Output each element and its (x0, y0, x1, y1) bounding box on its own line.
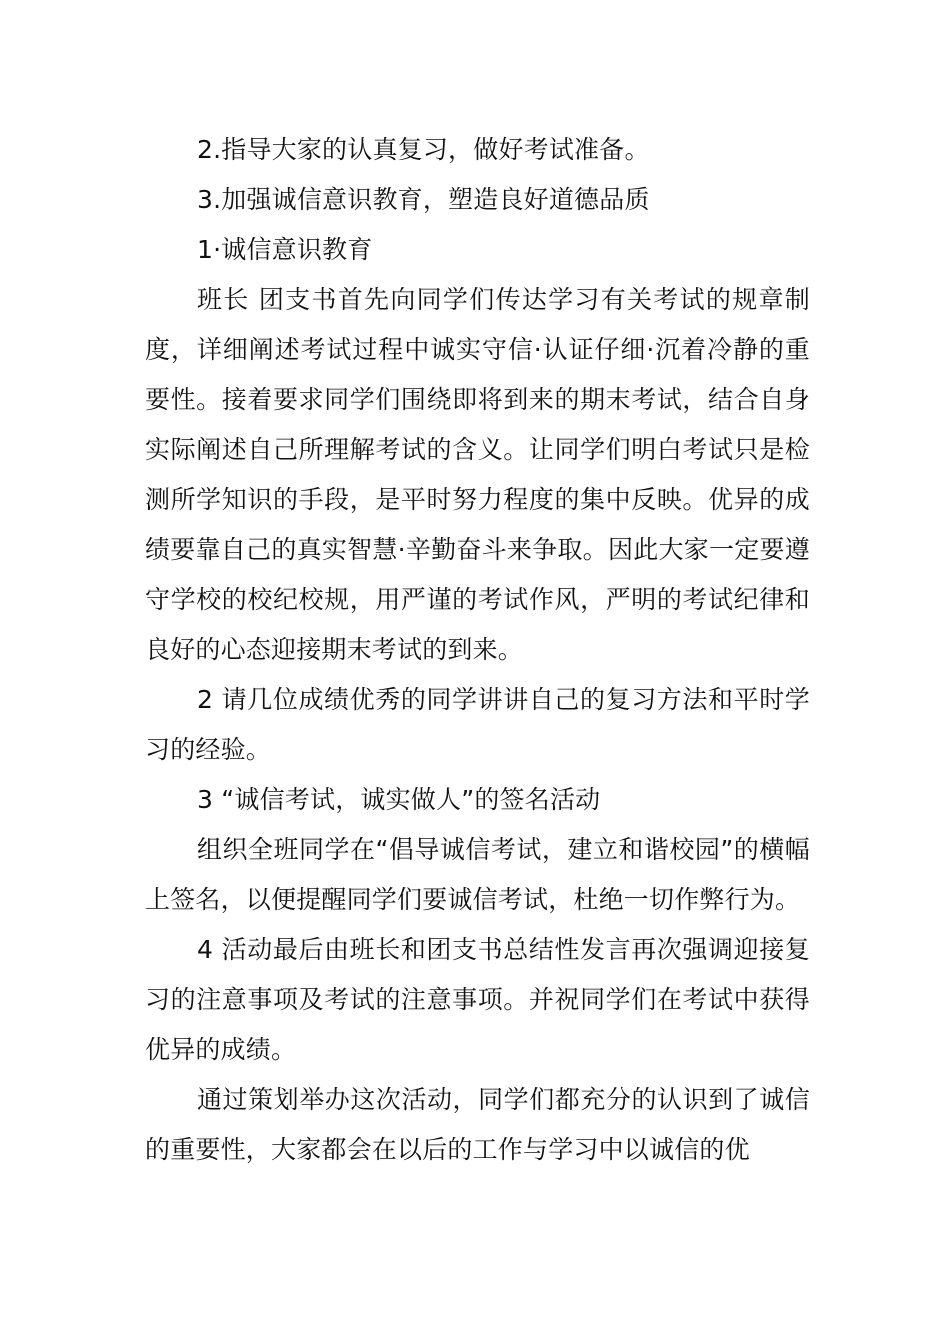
paragraph-monitor-speech: 班长 团支书首先向同学们传达学习有关考试的规章制度，详细阐述考试过程中诚实守信·认证仔细·沉着冷静的重要性。接着要求同学们围绕即将到来的期末考试，结合自身实际阐述自己所理解考试的含义。让同学们明白考试只是检测所学知识的手段，是平时努力程度的集中反映。优异的成绩要靠自己的真实智慧·辛勤奋斗来争取。因此大家一定要遵守学校的校纪校规，用严谨的考试作风，严明的考试纪律和良好的心态迎接期末考试的到来。 (145, 285, 810, 664)
paragraph-review-guidance: 2.指导大家的认真复习，做好考试准备。 (197, 135, 650, 164)
paragraph-student-experience: 2 请几位成绩优秀的同学讲讲自己的复习方法和平时学习的经验。 (145, 685, 810, 764)
paragraph-closing-speech: 4 活动最后由班长和团支书总结性发言再次强调迎接复习的注意事项及考试的注意事项。并祝同学们在考试中获得优异的成绩。 (145, 935, 810, 1064)
paragraph-banner-signing: 组织全班同学在“倡导诚信考试，建立和谐校园”的横幅上签名，以便提醒同学们要诚信考试，杜绝一切作弊行为。 (145, 835, 810, 914)
paragraph-conclusion: 通过策划举办这次活动，同学们都充分的认识到了诚信的重要性，大家都会在以后的工作与学习中以诚信的优 (145, 1085, 810, 1164)
paragraph-integrity-awareness-subheading: 1·诚信意识教育 (197, 235, 373, 264)
paragraph-integrity-education-heading: 3.加强诚信意识教育，塑造良好道德品质 (197, 185, 650, 214)
document-body (145, 125, 810, 1175)
paragraph-signature-activity-heading: 3 “诚信考试，诚实做人”的签名活动 (197, 785, 601, 814)
